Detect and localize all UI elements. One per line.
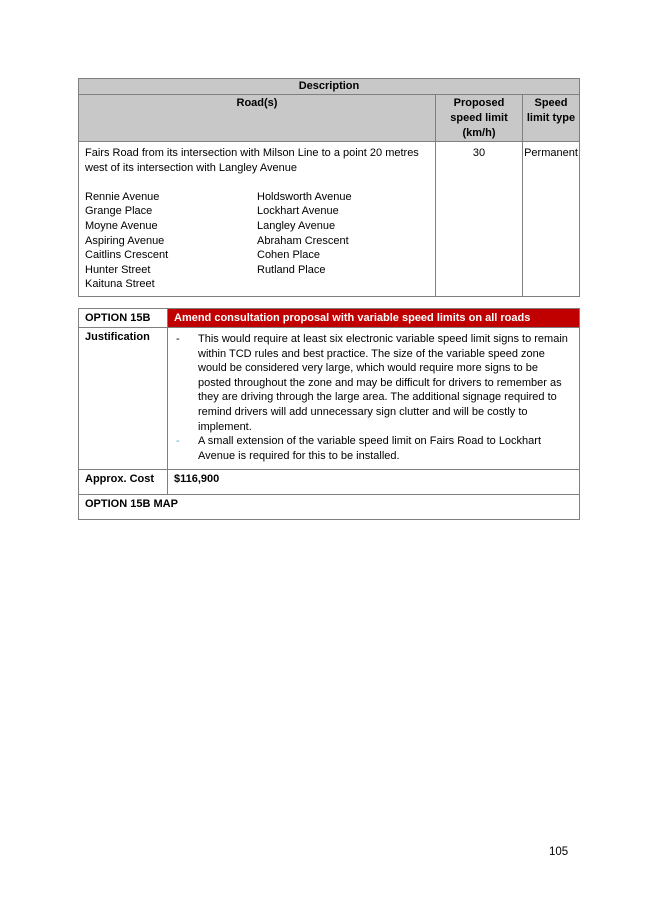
justification-text: A small extension of the variable speed limit on Fairs Road to Lockhart Avenue is required for this to be installed. <box>198 435 542 462</box>
speed-limit-type-value: Permanent <box>523 142 580 297</box>
cost-label: Approx. Cost <box>79 470 168 495</box>
list-item: Abraham Crescent <box>257 234 349 247</box>
list-item: Kaituna Street <box>85 278 155 291</box>
list-item <box>174 434 573 463</box>
list-item: Rutland Place <box>257 263 326 276</box>
bullet-marker: - <box>176 435 180 448</box>
list-item: Cohen Place <box>257 249 320 262</box>
roads-cell <box>79 142 436 297</box>
cost-value: $116,900 <box>168 470 580 495</box>
road-list-right <box>257 190 429 292</box>
list-item: Holdsworth Avenue <box>257 190 352 203</box>
page-number: 105 <box>549 846 569 858</box>
option-title: Amend consultation proposal with variable speed limits on all roads <box>168 309 580 328</box>
list-item: Hunter Street <box>85 263 151 276</box>
fairs-road-description: Fairs Road from its intersection with Milson Line to a point 20 metres west of its intersection with Langley Avenue <box>85 147 419 174</box>
speed-limit-value: 30 <box>436 142 523 297</box>
list-item: Lockhart Avenue <box>257 205 339 218</box>
option-table <box>78 308 580 520</box>
roads-header: Road(s) <box>79 95 436 142</box>
list-item <box>174 332 573 434</box>
justification-text: This would require at least six electronic variable speed limit signs to remain within TCD rules and best practice. The size of the variable speed zone would be considered very large, which would require more signs to be posted throughout the zone and may be difficult for drivers to remember as they are driving through the large area. The additional signage required to remind drivers will add unnecessary sign clutter and will be costly to implement. <box>198 333 568 433</box>
table-row <box>79 142 580 297</box>
justification-label: Justification <box>79 328 168 470</box>
speed-limit-table <box>78 78 580 297</box>
list-item: Moyne Avenue <box>85 219 158 232</box>
speed-limit-type-header: Speed limit type <box>523 95 580 142</box>
description-header: Description <box>79 79 580 95</box>
justification-cell <box>168 328 580 470</box>
option-label: OPTION 15B <box>79 309 168 328</box>
list-item: Grange Place <box>85 205 153 218</box>
option-map-label: OPTION 15B MAP <box>79 495 580 520</box>
list-item: Langley Avenue <box>257 219 336 232</box>
road-list-left <box>85 190 257 292</box>
proposed-speed-limit-header: Proposed speed limit (km/h) <box>436 95 523 142</box>
bullet-marker: - <box>176 333 180 345</box>
road-list <box>85 190 429 292</box>
list-item: Rennie Avenue <box>85 190 160 203</box>
list-item: Caitlins Crescent <box>85 249 169 262</box>
list-item: Aspiring Avenue <box>85 234 165 247</box>
